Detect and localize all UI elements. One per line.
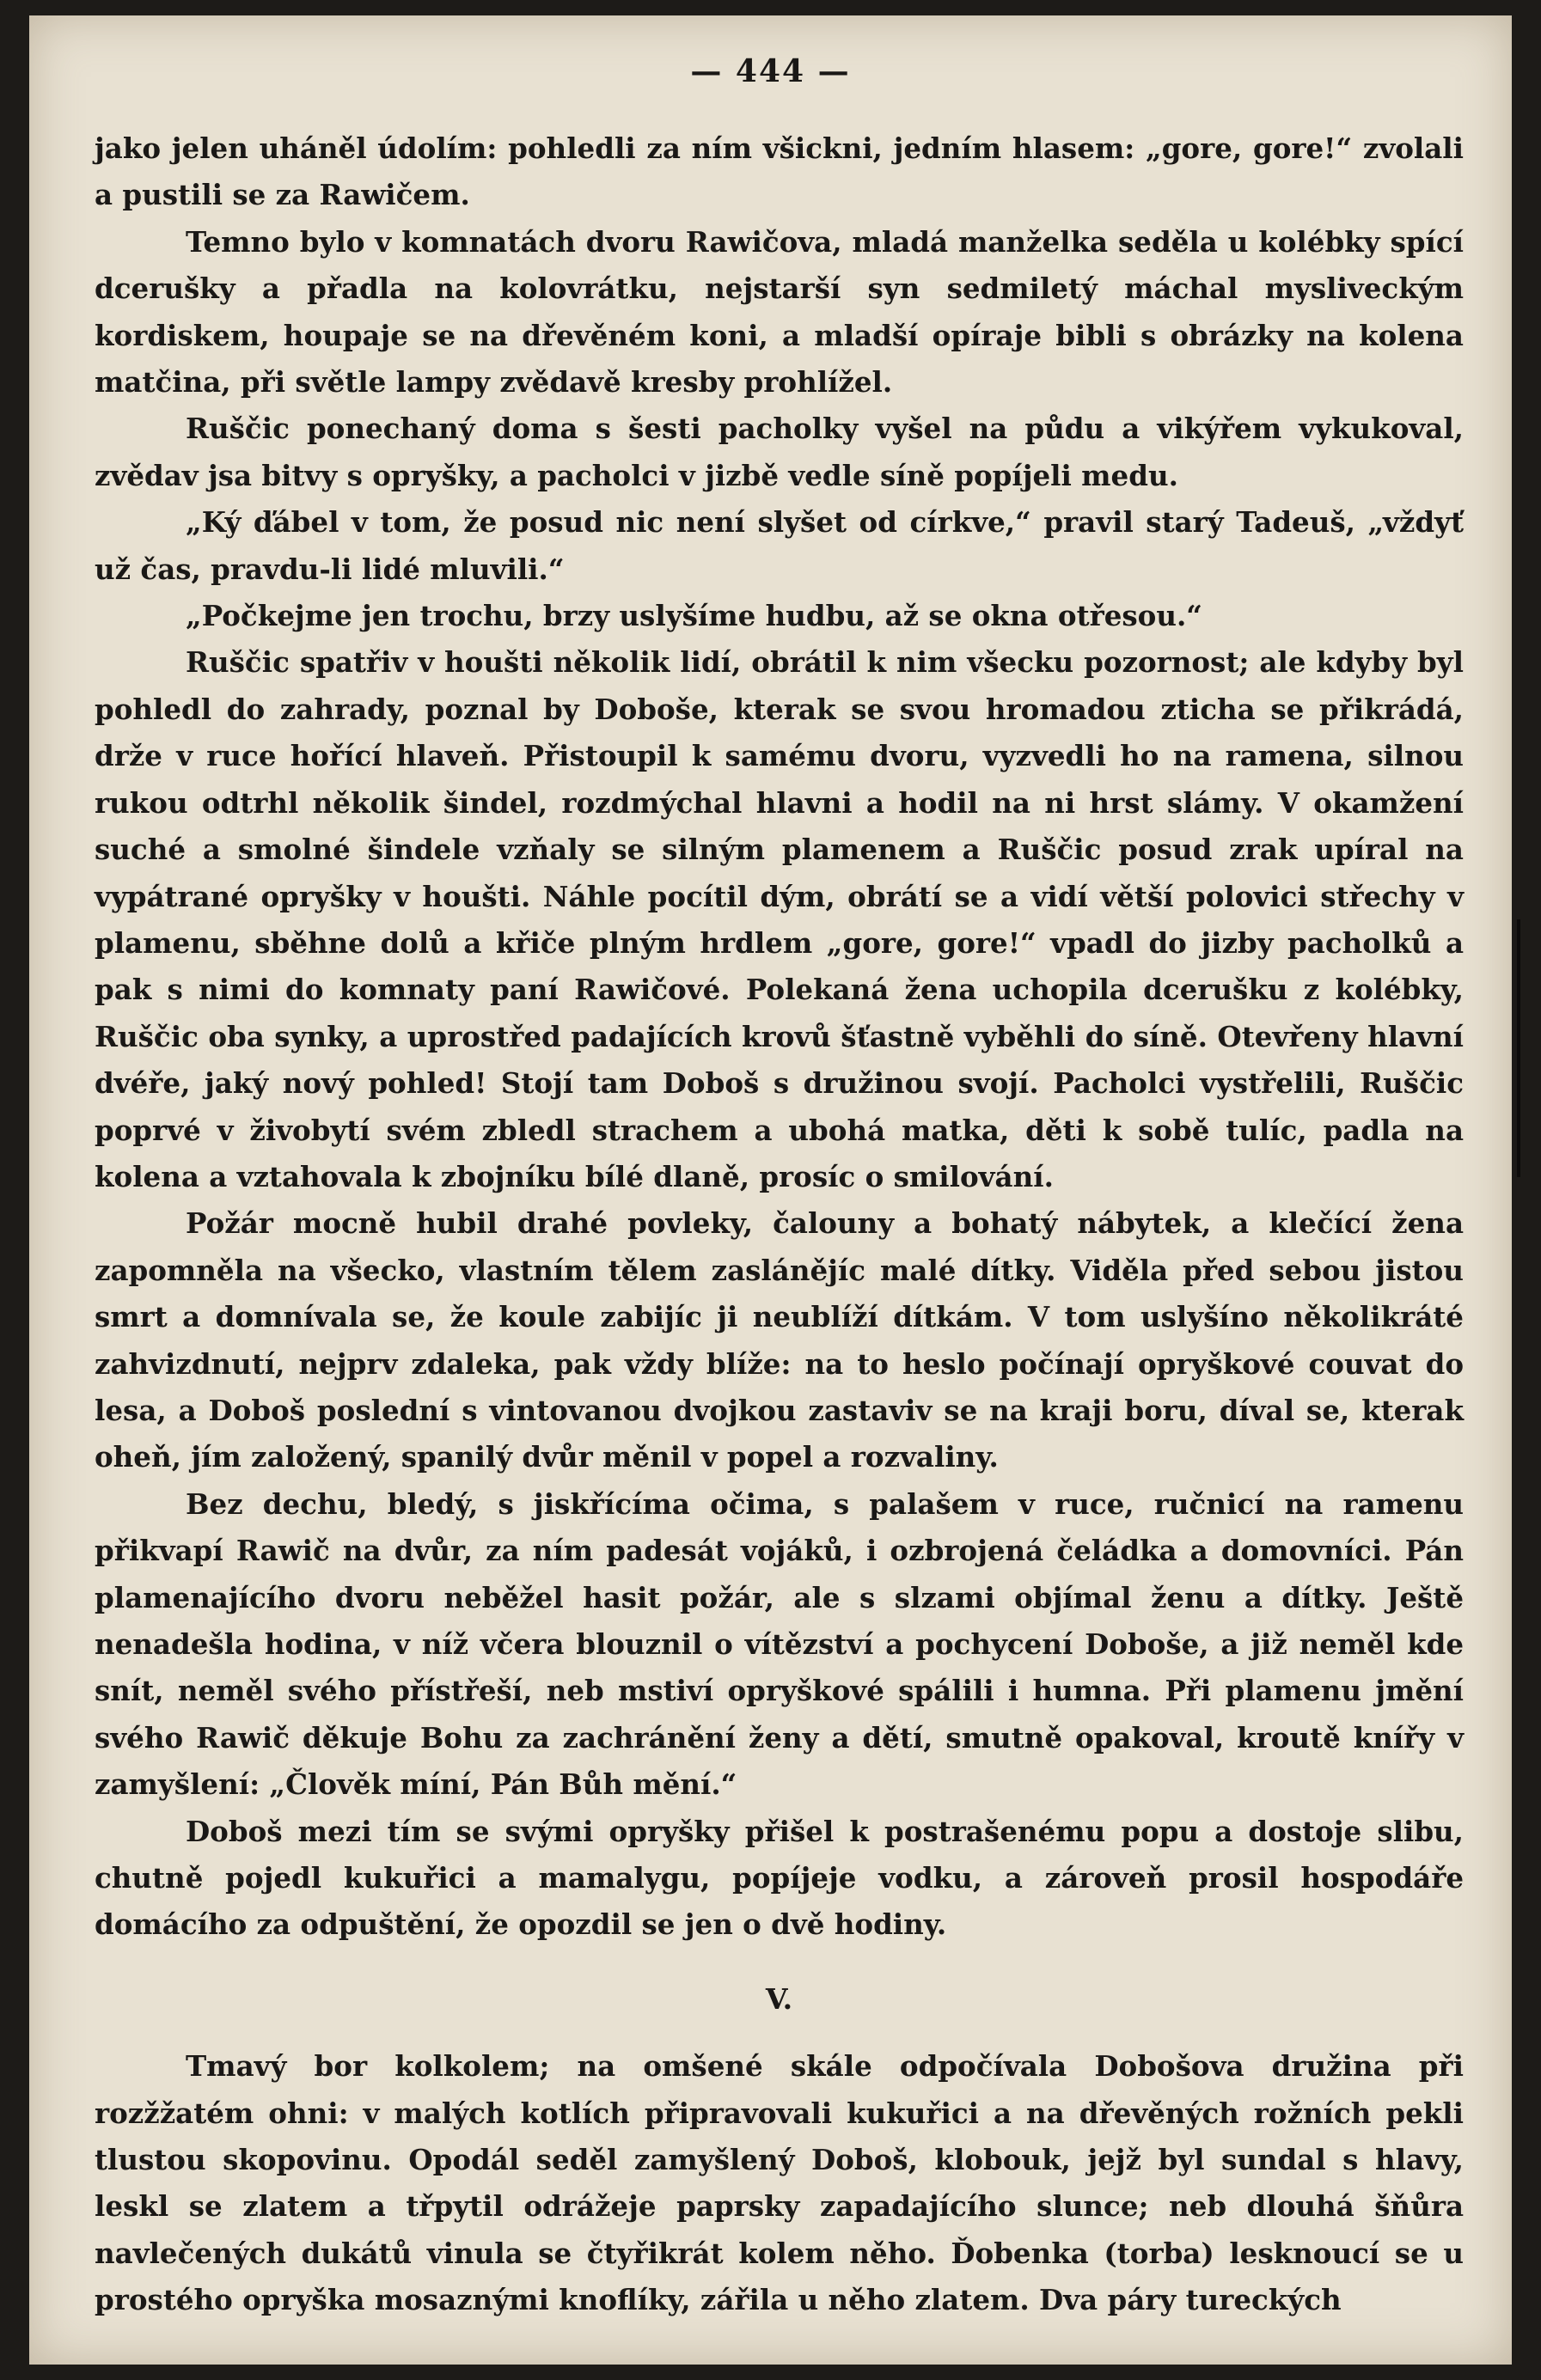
- paragraph: „Ký ďábel v tom, že posud nic není slyšet od církve,“ pravil starý Tadeuš, „vždyť už čas, pravdu-li lidé mluvili.“: [95, 505, 1464, 586]
- body-text: [95, 125, 1464, 2324]
- paragraph: Ruščic ponechaný doma s šesti pacholky vyšel na půdu a vikýřem vykukoval, zvědav jsa bitvy s opryšky, a pacholci v jizbě vedle síně popíjeli medu.: [95, 412, 1464, 492]
- paragraph: Temno bylo v komnatách dvoru Rawičova, mladá manželka seděla u kolébky spící dcerušky a přadla na kolovrátku, nejstarší syn sedmiletý máchal mysliveckým kordiskem, houpaje se na dřevěném koni, a mladší opíraje bibli s obrázky na kolena matčina, při světle lampy zvědavě kresby prohlížel.: [95, 224, 1464, 400]
- paragraph: Bez dechu, bledý, s jiskřícíma očima, s palašem v ruce, ručnicí na ramenu přikvapí Rawič na dvůr, za ním padesát vojáků, i ozbrojená čeládka a domovníci. Pán plamenajícího dvoru neběžel hasit požár, ale s slzami objímal ženu a dítky. Ještě nenadešla hodina, v níž včera blouznil o vítězství a pochycení Doboše, a již neměl kde snít, neměl svého přístřeší, neb mstiví opryškové spálili i humna. Při plamenu jmění svého Rawič děkuje Bohu za zachránění ženy a dětí, smutně opakoval, kroutě knířy v zamyšlení: „Člověk míní, Pán Bůh mění.“: [95, 1486, 1464, 1802]
- section-heading: V.: [765, 1981, 793, 2016]
- paragraph: „Počkejme jen trochu, brzy uslyšíme hudbu, až se okna otřesou.“: [186, 599, 1202, 633]
- paragraph: Ruščic spatřiv v houšti několik lidí, obrátil k nim všecku pozornost; ale kdyby byl pohledl do zahrady, poznal by Doboše, kterak se svou hromadou zticha se přikrádá, drže v ruce hořící hlaveň. Přistoupil k samému dvoru, vyzvedli ho na ramena, silnou rukou odtrhl několik šindel, rozdmýchal hlavni a hodil na ni hrst slámy. V okamžení suché a smolné šindele vzňaly se silným plamenem a Ruščic posud zrak upíral na vypátrané opryšky v houšti. Náhle pocítil dým, obrátí se a vidí větší polovici střechy v plamenu, sběhne dolů a křiče plným hrdlem „gore, gore!“ vpadl do jizby pacholků a pak s nimi do komnaty paní Rawičové. Polekaná žena uchopila dcerušku z kolébky, Ruščic oba synky, a uprostřed padajících krovů šťastně vyběhli do síně. Otevřeny hlavní dvéře, jaký nový pohled! Stojí tam Doboš s družinou svojí. Pacholci vystřelili, Ruščic poprvé v živobytí svém zbledl strachem a ubohá matka, děti k sobě tulíc, padla na kolena a vztahovala k zbojníku bílé dlaně, prosíc o smilování.: [95, 645, 1464, 1193]
- page-number: — 444 —: [690, 53, 851, 89]
- book-page: [29, 15, 1512, 2365]
- paragraph: Tmavý bor kolkolem; na omšené skále odpočívala Dobošova družina při rozžžatém ohni: v malých kotlích připravovali kukuřici a na dřevěných rožních pekli tlustou skopovinu. Opodál seděl zamyšlený Doboš, klobouk, jejž byl sundal s hlavy, leskl se zlatem a třpytil odrážeje paprsky zapadajícího slunce; neb dlouhá šňůra navlečených dukátů vinula se čtyřikrát kolem něho. Ďobenka (torba) lesknoucí se u prostého opryška mosaznými knoflíky, zářila u něho zlatem. Dva páry tureckých: [95, 2049, 1464, 2317]
- paragraph: Požár mocně hubil drahé povleky, čalouny a bohatý nábytek, a klečící žena zapomněla na všecko, vlastním tělem zaslánějíc malé dítky. Viděla před sebou jistou smrt a domnívala se, že koule zabijíc ji neublíží dítkám. V tom uslyšíno několikráté zahvizdnutí, nejprv zdaleka, pak vždy blíže: na to heslo počínají opryškové couvat do lesa, a Doboš poslední s vintovanou dvojkou zastaviv se na kraji boru, díval se, kterak oheň, jím založený, spanilý dvůr měnil v popel a rozvaliny.: [95, 1206, 1464, 1474]
- paragraph: Doboš mezi tím se svými opryšky přišel k postrašenému popu a dostoje slibu, chutně pojedl kukuřici a mamalygu, popíjeje vodku, a zároveň prosil hospodáře domácího za odpuštění, že opozdil se jen o dvě hodiny.: [95, 1814, 1464, 1942]
- binding-edge-mark: [1517, 919, 1520, 1177]
- paragraph: jako jelen uháněl údolím: pohledli za ním všickni, jedním hlasem: „gore, gore!“ zvolali a pustili se za Rawičem.: [95, 131, 1464, 212]
